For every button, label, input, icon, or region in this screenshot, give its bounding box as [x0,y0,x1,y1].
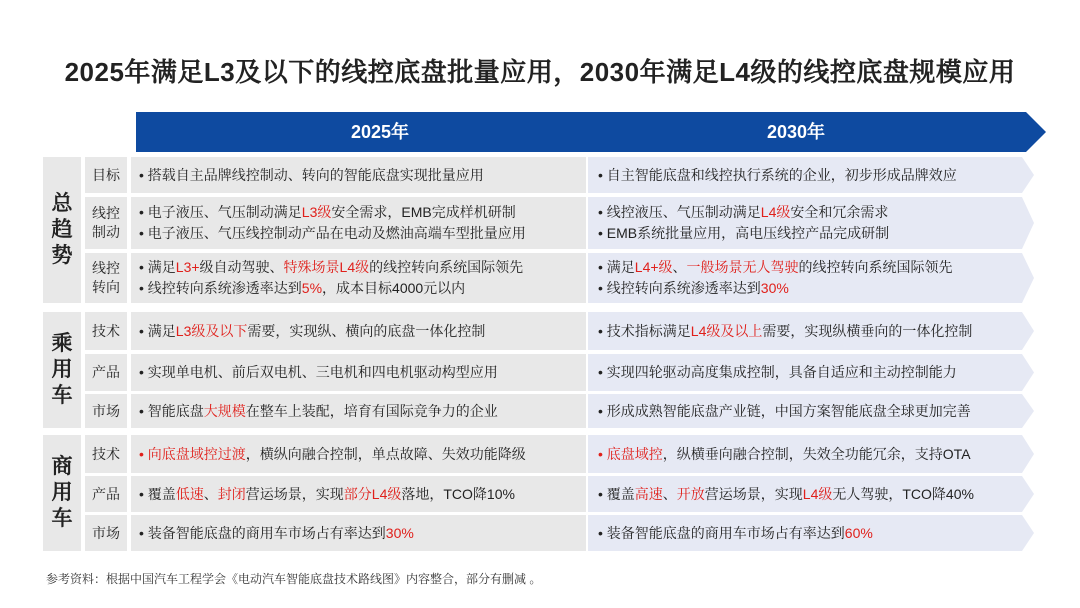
cell-text: 安全和冗余需求 [790,204,889,220]
highlight-text: L4+级 [634,259,673,275]
cell-2025 [131,312,586,350]
cell-2025 [131,515,586,551]
cell-text: ，纵横垂向融合控制，失效全功能冗余，支持OTA [662,445,971,462]
cell-text: 安全需求，EMB完成样机研制 [331,204,516,220]
group-commercial-vehicle [43,435,81,551]
sub-label-text: 技术 [92,322,120,339]
cell-line [139,165,586,186]
cell-text: • 智能底盘 [139,402,204,419]
cell-text: 、 [203,485,218,502]
header-arrow-bar [136,112,1046,152]
highlight-text: L3+ [175,259,200,275]
cell-text: 需要，实现纵、横向的底盘一体化控制 [247,322,486,339]
cell-text: 营运场景，实现 [245,485,344,502]
row-sub-label [85,253,127,303]
cell-text: • 满足 [139,259,176,275]
cell-text: 级自动驾驶、 [199,259,284,275]
highlight-text: 封闭 [217,485,246,502]
page-title: 2025年满足L3及以下的线控底盘批量应用，2030年满足L4级的线控底盘规模应用 [64,57,1016,87]
cell-2030-text [588,435,971,473]
cell-line [139,278,586,299]
sub-label-text: 市场 [92,402,120,419]
cell-text: 落地，TCO降10% [401,485,515,502]
highlight-text: 30% [385,524,414,541]
cell-2030 [588,435,1034,473]
cell-text: • 线控转向系统渗透率达到 [139,280,302,296]
highlight-text: 高速 [634,485,663,502]
cell-text: 的线控转向系统国际领先 [798,259,953,275]
highlight-text: L4级 [802,485,833,502]
cell-2030-text [588,394,971,428]
cell-line [139,401,586,422]
cell-text: 营运场景，实现 [704,485,803,502]
group-label: 商用车 [51,455,73,530]
header-2025: 2025年 [350,122,410,142]
cell-2025 [131,394,586,428]
cell-line [139,523,586,544]
sub-label-text: 线控 制动 [92,205,120,240]
highlight-text: L3级及以下 [175,322,248,339]
highlight-text: 大规模 [203,402,246,419]
cell-2030 [588,394,1034,428]
cell-2030 [588,476,1034,512]
footnote: 参考资料：根据中国汽车工程学会《电动汽车智能底盘技术路线图》内容整合，部分有删减 。 [46,572,542,586]
cell-line [598,202,889,223]
cell-2025 [131,354,586,391]
row-sub-label [85,515,127,551]
highlight-text: L4级 [760,204,791,220]
cell-text: 的线控转向系统国际领先 [369,259,524,275]
sub-label-text: 技术 [92,445,120,462]
row-sub-label [85,394,127,428]
highlight-text: L4级及以上 [690,322,763,339]
cell-2030 [588,354,1034,391]
cell-2025 [131,197,586,249]
cell-text: 、 [672,259,687,275]
cell-line [598,278,953,299]
row-sub-label [85,312,127,350]
cell-2025 [131,157,586,193]
cell-2030-text [588,197,889,249]
sub-label-text: 产品 [92,485,120,502]
cell-line [598,321,972,342]
cell-text: • 自主智能底盘和线控执行系统的企业，初步形成品牌效应 [598,166,957,183]
cell-2030-text [588,253,953,303]
cell-2030 [588,515,1034,551]
highlight-text: 开放 [676,485,705,502]
cell-text: • 线控液压、气压制动满足 [598,204,761,220]
cell-text: • 覆盖 [139,485,176,502]
cell-2030-text [588,476,974,512]
cell-line [139,257,586,278]
cell-text: 需要，实现纵横垂向的一体化控制 [762,322,973,339]
group-passenger-car [43,312,81,428]
group-label: 总趋势 [51,192,73,267]
sub-label-text: 线控 转向 [92,260,120,295]
cell-text: 、 [662,485,677,502]
cell-2030 [588,157,1034,193]
row-sub-label [85,354,127,391]
highlight-text: 一般场景无人驾驶 [686,259,799,275]
cell-text: • 实现单电机、前后双电机、三电机和四电机驱动构型应用 [139,364,498,380]
cell-2025 [131,253,586,303]
cell-text: • 满足 [598,259,635,275]
group-overall-trend [43,157,81,303]
cell-line [598,484,974,505]
sub-label-text: 市场 [92,524,120,541]
cell-line [598,401,971,422]
cell-line [139,223,586,244]
sub-label-text: 目标 [92,166,120,183]
cell-line [139,202,586,223]
row-sub-label [85,197,127,249]
highlight-text: L3级 [301,204,332,220]
cell-text: • 满足 [139,322,176,339]
highlight-text: 部分L4级 [343,485,402,502]
cell-text: ，横纵向融合控制，单点故障、失效功能降级 [245,445,526,462]
cell-line [598,523,873,544]
cell-text: • 技术指标满足 [598,322,691,339]
cell-2030 [588,197,1034,249]
cell-text: • 装备智能底盘的商用车市场占有率达到 [598,524,845,541]
cell-line [139,484,586,505]
cell-line [598,223,889,244]
cell-2025 [131,476,586,512]
cell-2030-text [588,354,957,391]
cell-2030 [588,312,1034,350]
cell-text: • 覆盖 [598,485,635,502]
cell-text: • EMB系统批量应用，高电压线控产品完成研制 [598,225,890,241]
highlight-text: • [139,445,148,462]
cell-line [598,444,971,465]
cell-text: • 实现四轮驱动高度集成控制，具备自适应和主动控制能力 [598,364,957,380]
cell-line [598,362,957,383]
row-sub-label [85,435,127,473]
cell-2025 [131,435,586,473]
highlight-text: 低速 [175,485,204,502]
cell-2030-text [588,312,972,350]
highlight-text: 30% [760,280,789,296]
cell-text: 在整车上装配，培育有国际竞争力的企业 [245,402,498,419]
cell-line [139,362,586,383]
cell-text: • 电子液压、气压线控制动产品在电动及燃油高端车型批量应用 [139,225,526,241]
cell-2030-text [588,157,957,193]
cell-2030 [588,253,1034,303]
cell-text: • 形成成熟智能底盘产业链，中国方案智能底盘全球更加完善 [598,402,971,419]
cell-text: ，成本目标4000元以内 [322,280,466,296]
cell-line [598,257,953,278]
cell-text: • 线控转向系统渗透率达到 [598,280,761,296]
cell-line [139,321,586,342]
header-2030: 2030年 [766,122,826,142]
cell-2030-text [588,515,873,551]
cell-text: • 搭载自主品牌线控制动、转向的智能底盘实现批量应用 [139,166,484,183]
highlight-text: 底盘域控 [606,445,663,462]
cell-text: • 电子液压、气压制动满足 [139,204,302,220]
group-label: 乘用车 [51,332,73,407]
cell-line [139,444,586,465]
cell-line [598,165,957,186]
highlight-text: 5% [301,280,323,296]
highlight-text: 特殊场景L4级 [283,259,370,275]
row-sub-label [85,476,127,512]
row-sub-label [85,157,127,193]
sub-label-text: 产品 [92,364,120,380]
highlight-text: 向底盘域控过渡 [147,445,246,462]
cell-text: • 装备智能底盘的商用车市场占有率达到 [139,524,386,541]
cell-text: 无人驾驶，TCO降40% [832,485,974,502]
highlight-text: • [598,445,607,462]
highlight-text: 60% [844,524,873,541]
